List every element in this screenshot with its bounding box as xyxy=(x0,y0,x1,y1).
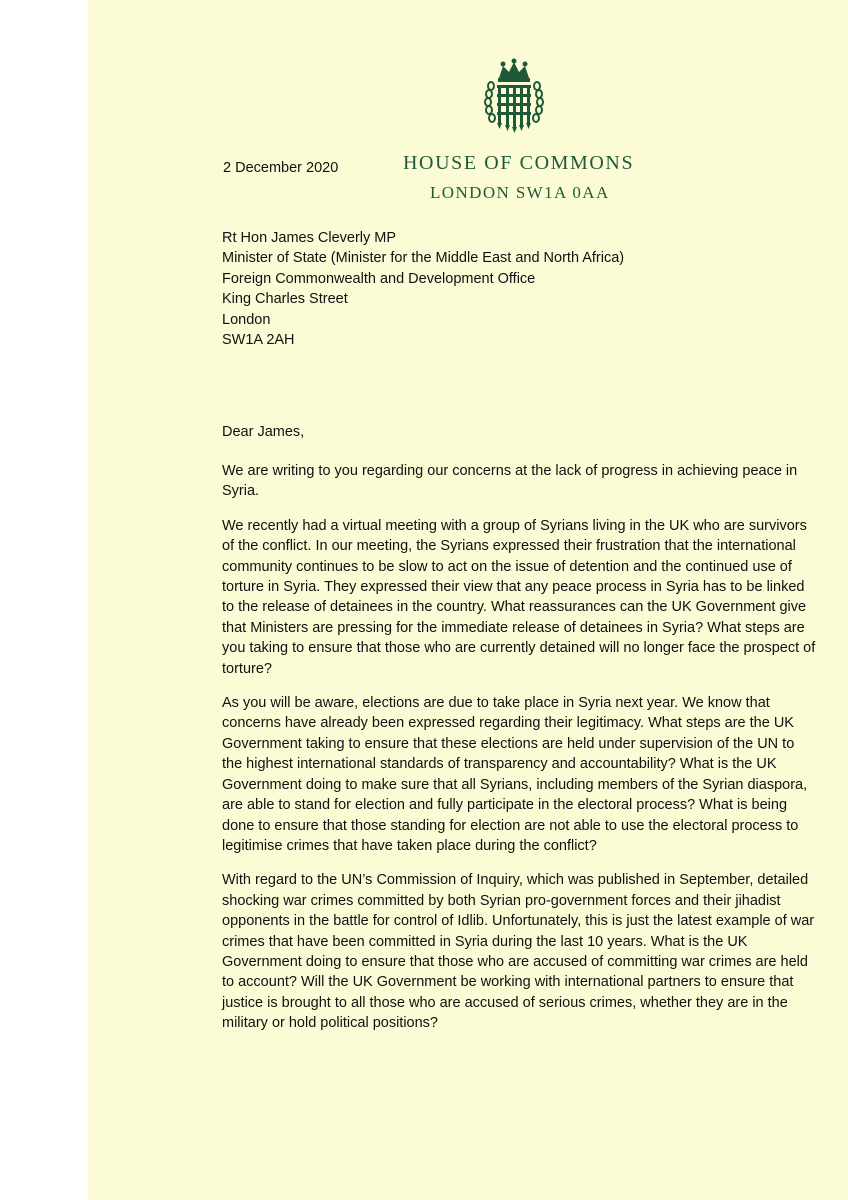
recipient-address xyxy=(222,228,624,350)
letter-body xyxy=(222,461,818,1048)
salutation: Dear James, xyxy=(222,424,305,440)
paragraph-elections: As you will be aware, elections are due to take place in Syria next year. We know that concerns have already been expressed regarding their legitimacy. What steps are the UK Government taking to ensure that these elections are held under supervision of the UN to the highest international standards of transparency and accountability? What is the UK Government doing to make sure that all Syrians, including members of the Syrian diaspora, are able to stand for election and fully participate in the electoral process? What is being done to ensure that those standing for election are not able to use the electoral process to legitimise crimes that have taken place during the conflict? xyxy=(222,695,808,854)
portcullis-crest-icon xyxy=(481,58,547,134)
recipient-name: Rt Hon James Cleverly MP xyxy=(222,230,397,246)
recipient-city: London xyxy=(222,311,271,328)
letterhead-address: LONDON SW1A 0AA xyxy=(430,183,610,202)
recipient-postcode: SW1A 2AH xyxy=(222,332,295,349)
recipient-position: Minister of State (Minister for the Middle East and North Africa) xyxy=(222,250,625,267)
paragraph-detention: We recently had a virtual meeting with a group of Syrians living in the UK who are survivors of the conflict. In our meeting, the Syrians expressed their frustration that the international community continues to be slow to act on the issue of detention and the continued use of torture in Syria. They expressed their view that any peace process in Syria has to be linked to the release of detainees in the country. What reassurances can the UK Government give that Ministers are pressing for the immediate release of detainees in Syria? What steps are you taking to ensure that those who are currently detained will no longer face the prospect of torture? xyxy=(222,517,816,677)
paragraph-intro: We are writing to you regarding our concerns at the lack of progress in achieving peace in Syria. xyxy=(222,463,798,500)
recipient-street: King Charles Street xyxy=(222,291,348,308)
paragraph-war-crimes: With regard to the UN’s Commission of Inquiry, which was published in September, detailed shocking war crimes committed by both Syrian pro-government forces and their jihadist opponents in the battle for control of Idlib. Unfortunately, this is just the latest example of war crimes that have been committed in Syria during the last 10 years. What is the UK Government doing to ensure that those who are accused of committing war crimes are held to account? Will the UK Government be working with international partners to ensure that justice is brought to all those who are accused of serious crimes, whether they are in the military or hold political positions? xyxy=(222,872,815,1032)
recipient-office: Foreign Commonwealth and Development Office xyxy=(222,270,536,287)
letterhead-title: HOUSE OF COMMONS xyxy=(403,152,635,174)
letter-date: 2 December 2020 xyxy=(223,160,339,176)
